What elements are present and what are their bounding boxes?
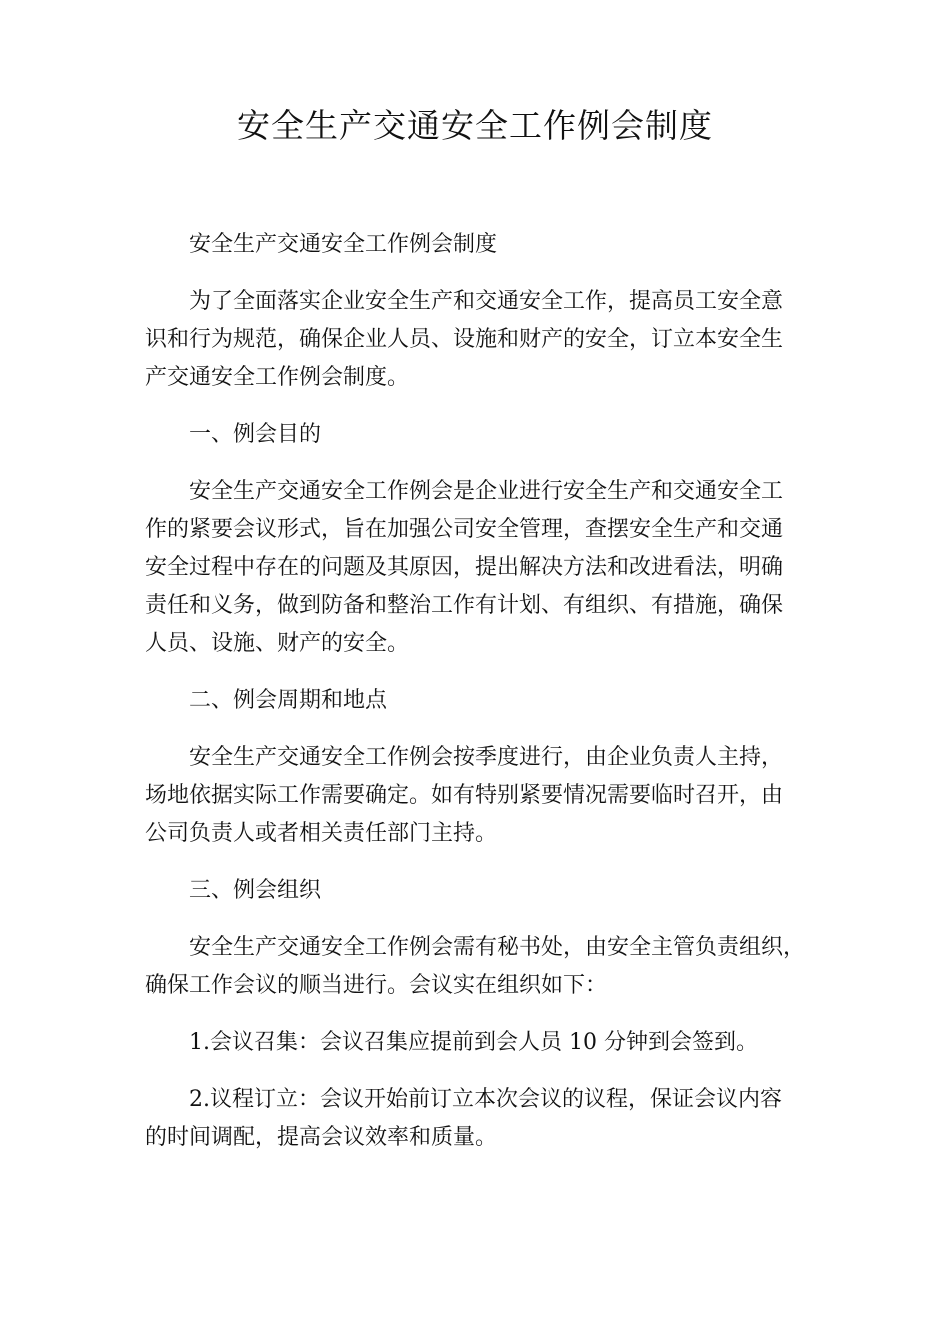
document-body	[145, 226, 835, 1176]
paragraph-section-2	[145, 739, 835, 853]
paragraph-heading-1	[145, 416, 835, 454]
paragraph-line: 识和行为规范，确保企业人员、设施和财产的安全，订立本安全生	[145, 327, 784, 352]
paragraph-line: 公司负责人或者相关责任部门主持。	[145, 821, 498, 846]
paragraph-line: 1.会议召集：会议召集应提前到会人员 10 分钟到会签到。	[189, 1030, 758, 1055]
paragraph-line: 责任和义务，做到防备和整治工作有计划、有组织、有措施，确保	[145, 593, 784, 618]
paragraph-item-2	[145, 1081, 835, 1157]
paragraph-line: 三、例会组织	[189, 878, 322, 903]
paragraph-intro	[145, 283, 835, 397]
paragraph-subtitle	[145, 226, 835, 264]
paragraph-line: 人员、设施、财产的安全。	[145, 631, 410, 656]
paragraph-section-1	[145, 473, 835, 663]
paragraph-line: 安全过程中存在的问题及其原因，提出解决方法和改进看法，明确	[145, 555, 784, 580]
paragraph-section-3	[145, 929, 835, 1005]
paragraph-line: 安全生产交通安全工作例会按季度进行，由企业负责人主持，	[189, 745, 784, 770]
paragraph-line: 为了全面落实企业安全生产和交通安全工作，提高员工安全意	[189, 289, 784, 314]
paragraph-line: 2.议程订立：会议开始前订立本次会议的议程，保证会议内容	[189, 1087, 782, 1112]
paragraph-line: 的时间调配，提高会议效率和质量。	[145, 1125, 498, 1150]
paragraph-heading-2	[145, 682, 835, 720]
paragraph-line: 场地依据实际工作需要确定。如有特别紧要情况需要临时召开，由	[145, 783, 784, 808]
paragraph-line: 二、例会周期和地点	[189, 688, 388, 713]
paragraph-line: 产交通安全工作例会制度。	[145, 365, 410, 390]
paragraph-line: 作的紧要会议形式，旨在加强公司安全管理，查摆安全生产和交通	[145, 517, 784, 542]
paragraph-line: 安全生产交通安全工作例会需有秘书处，由安全主管负责组织，	[189, 935, 806, 960]
document-title: 安全生产交通安全工作例会制度	[237, 106, 713, 145]
paragraph-heading-3	[145, 872, 835, 910]
paragraph-line: 安全生产交通安全工作例会是企业进行安全生产和交通安全工	[189, 479, 784, 504]
paragraph-line: 确保工作会议的顺当进行。会议实在组织如下：	[145, 973, 608, 998]
paragraph-item-1	[145, 1024, 835, 1062]
paragraph-line: 一、例会目的	[189, 422, 322, 447]
paragraph-line: 安全生产交通安全工作例会制度	[189, 232, 498, 257]
